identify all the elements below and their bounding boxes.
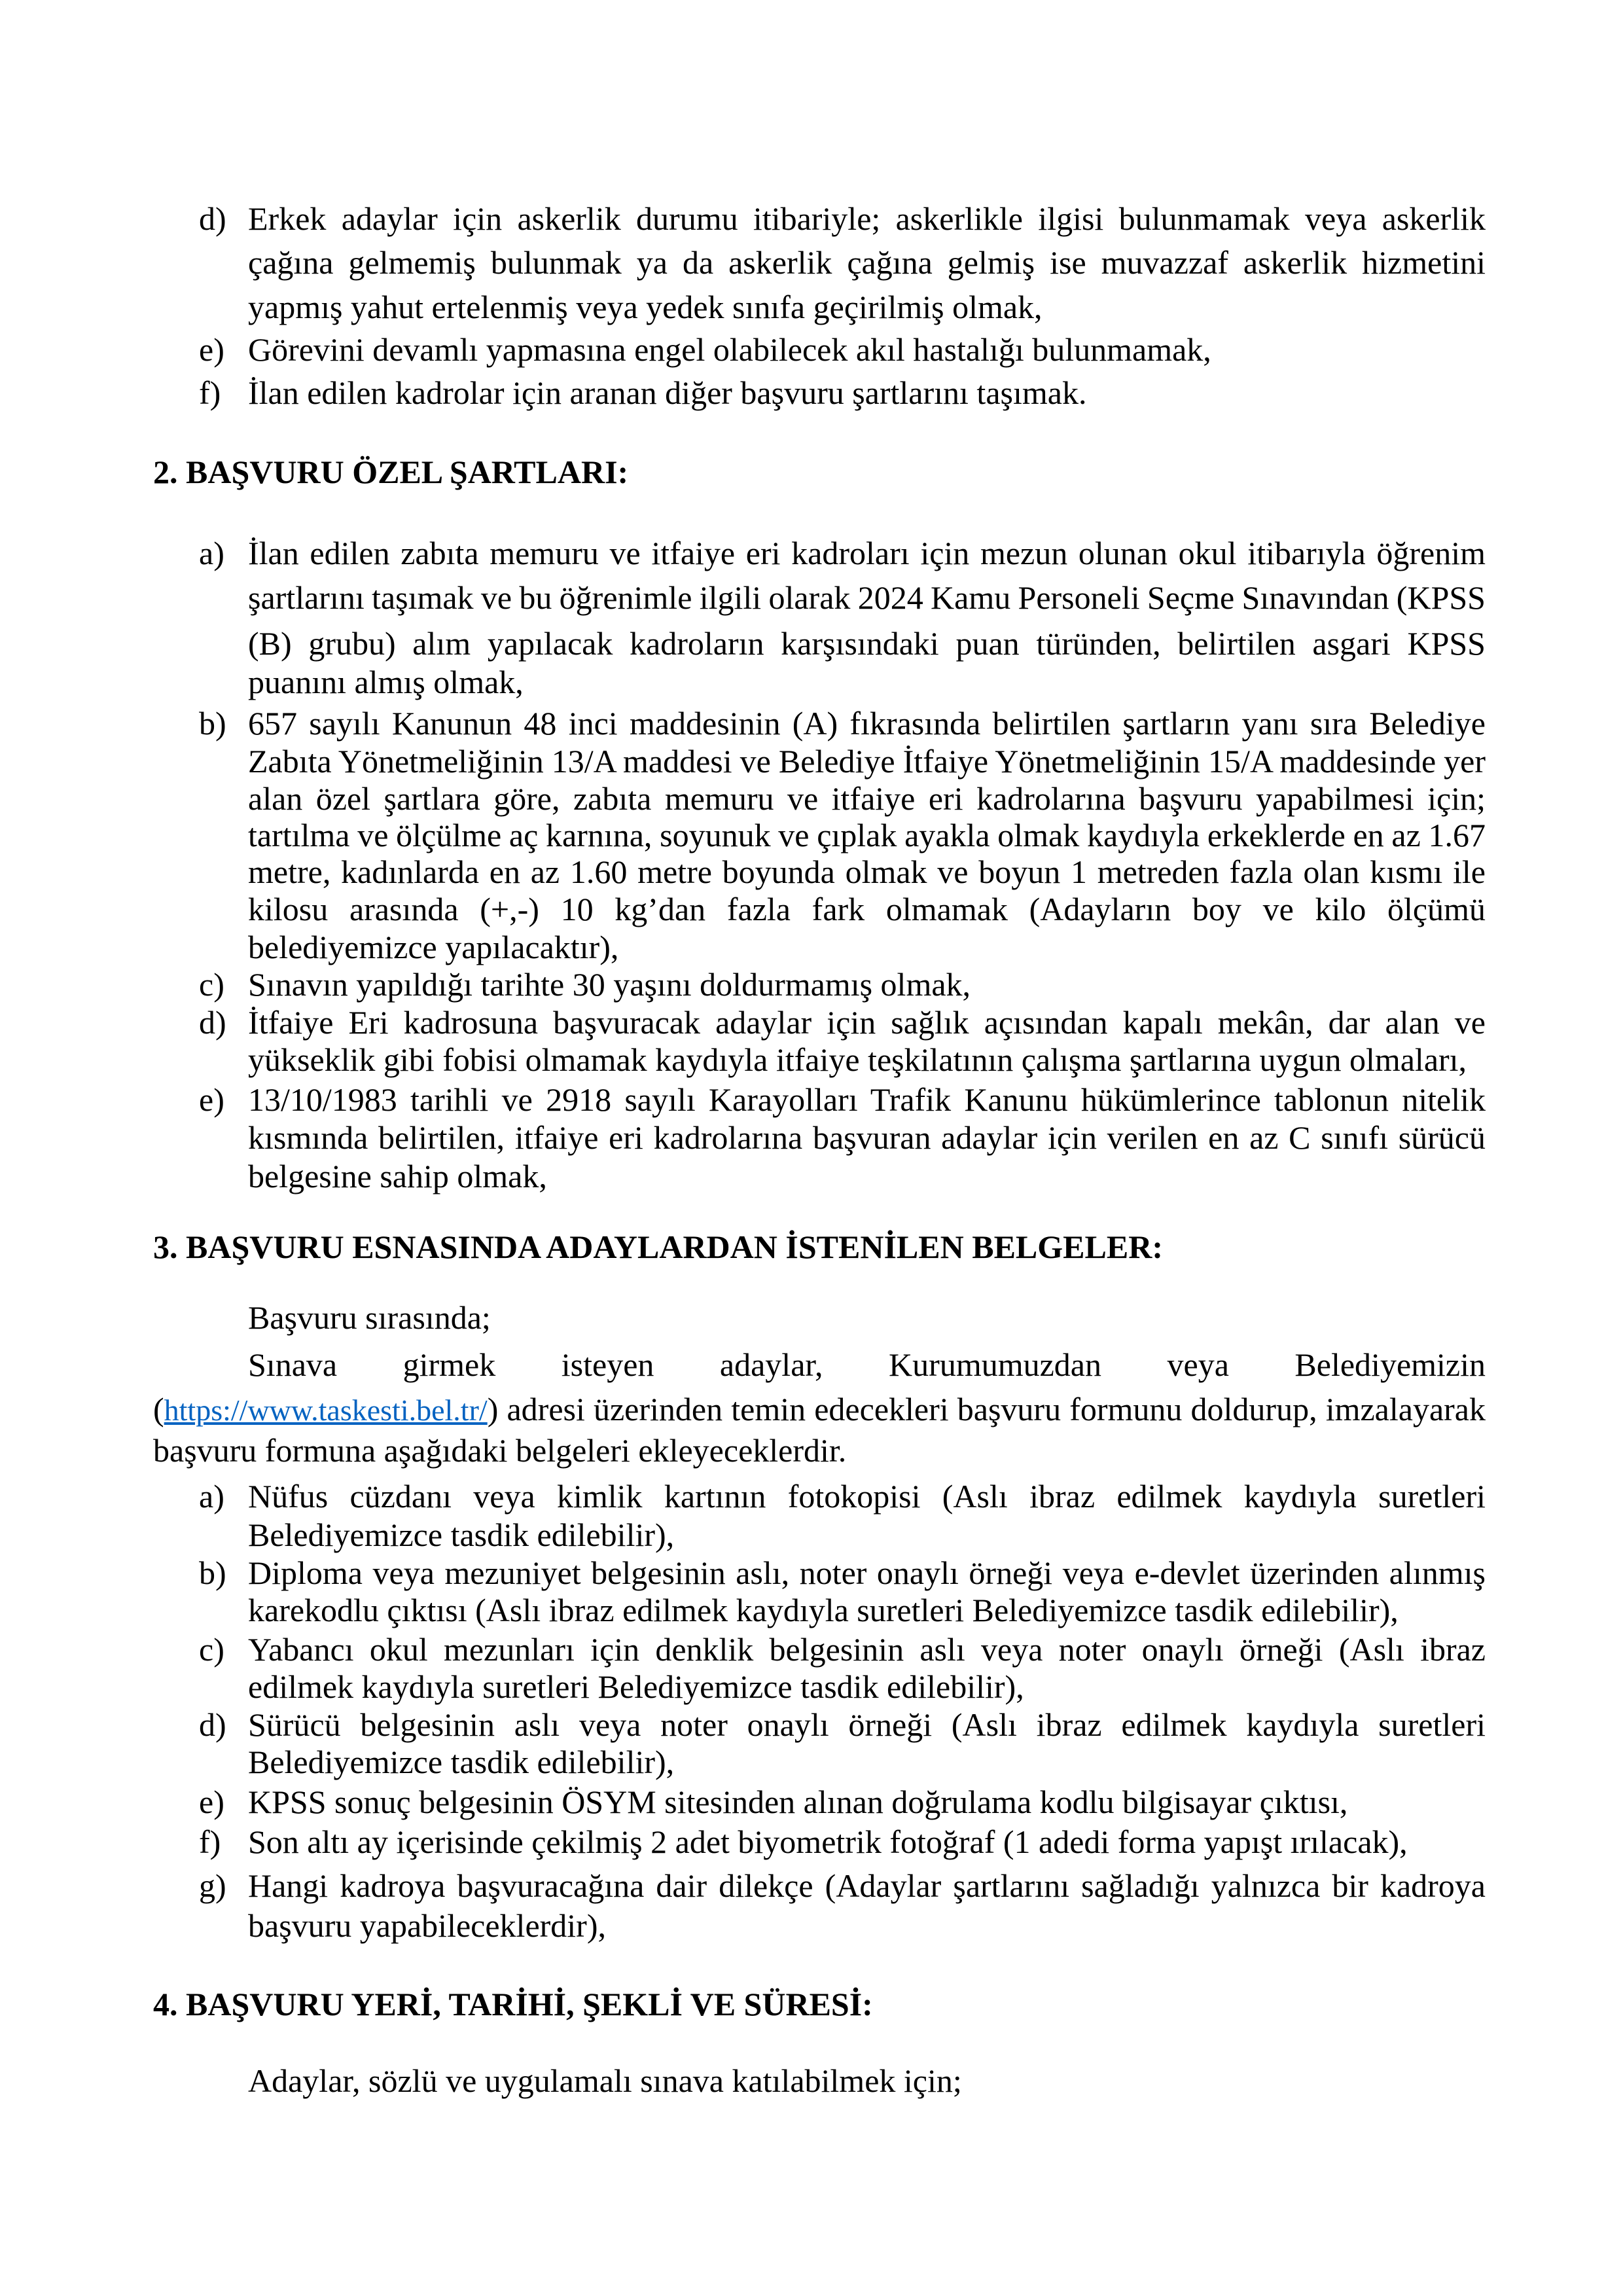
special-conditions-item-text: (B) grubu) alım yapılacak kadroların karşısındaki puan türünden, belirtilen asgari KPSS [248,625,1486,662]
required-documents-item-label: a) [199,1478,224,1515]
special-conditions-item-text: 13/10/1983 tarihli ve 2918 sayılı Karayolları Trafik Kanunu hükümlerince tablonun nitelik [248,1081,1486,1118]
required-documents-item-label: c) [199,1631,224,1668]
special-conditions-item-text: kısmında belirtilen, itfaiye eri kadrolarına başvuran adaylar için verilen en az C sınıfı sürücü [248,1119,1486,1156]
special-conditions-item-text: belgesine sahip olmak, [248,1158,547,1194]
required-documents-item-text: Nüfus cüzdanı veya kimlik kartının fotokopisi (Aslı ibraz edilmek kaydıyla suretleri [248,1478,1486,1515]
special-conditions-item-text: Zabıta Yönetmeliğinin 13/A maddesi ve Belediye İtfaiye Yönetmeliğinin 15/A maddesinde yer [248,743,1486,780]
general-conditions-item-label: d) [199,200,226,237]
required-documents-item-text: Belediyemizce tasdik edilebilir), [248,1516,675,1553]
special-conditions-item-text: Sınavın yapıldığı tarihte 30 yaşını doldurmamış olmak, [248,966,971,1003]
special-conditions-heading: 2. BAŞVURU ÖZEL ŞARTLARI: [153,454,629,490]
general-conditions-item-text: Görevini devamlı yapmasına engel olabilecek akıl hastalığı bulunmamak, [248,331,1211,368]
general-conditions-item-label: e) [199,331,224,368]
special-conditions-item-label: c) [199,966,224,1003]
required-documents-item-text: edilmek kaydıyla suretleri Belediyemizce tasdik edilebilir), [248,1668,1024,1705]
special-conditions-item-label: e) [199,1081,224,1118]
general-conditions-item-text: çağına gelmemiş bulunmak ya da askerlik çağına gelmiş ise muvazzaf askerlik hizmetini [248,244,1486,281]
required-documents-intro-text: Sınava girmek isteyen adaylar, Kurumumuzdan veya Belediyemizin [248,1346,1486,1383]
required-documents-item-text: Hangi kadroya başvuracağına dair dilekçe (Adaylar şartlarını sağladığı yalnızca bir kadroya [248,1867,1486,1904]
required-documents-item-text: Belediyemizce tasdik edilebilir), [248,1744,675,1780]
required-documents-item-text: karekodlu çıktısı (Aslı ibraz edilmek kaydıyla suretleri Belediyemizce tasdik edilebilir), [248,1592,1399,1628]
website-link[interactable]: https://www.taskesti.bel.tr/ [164,1393,488,1427]
required-documents-item-label: g) [199,1867,226,1904]
required-documents-item-label: d) [199,1706,226,1743]
special-conditions-item-text: İlan edilen zabıta memuru ve itfaiye eri kadroları için mezun olunan okul itibarıyla öğrenim [248,535,1486,571]
application-place-date-intro-text: Adaylar, sözlü ve uygulamalı sınava katılabilmek için; [248,2062,962,2099]
special-conditions-item-text: tartılma ve ölçülme aç karnına, soyunuk ve çıplak ayakla olmak kaydıyla erkeklerde en az 1.67 [248,817,1486,853]
required-documents-intro-text: Başvuru sırasında; [248,1299,491,1336]
required-documents-item-text: başvuru yapabileceklerdir), [248,1907,606,1944]
special-conditions-item-text: kilosu arasında (+,-) 10 kg’dan fazla fark olmamak (Adayların boy ve kilo ölçümü [248,891,1486,927]
application-place-date-heading: 4. BAŞVURU YERİ, TARİHİ, ŞEKLİ VE SÜRESİ: [153,1986,873,2022]
special-conditions-item-text: metre, kadınlarda en az 1.60 metre boyunda olmak ve boyun 1 metreden fazla olan kısmı ile [248,853,1486,890]
special-conditions-item-label: b) [199,705,226,742]
required-documents-link-line [153,1391,1486,1427]
general-conditions-item-text: İlan edilen kadrolar için aranan diğer başvuru şartlarını taşımak. [248,374,1087,411]
general-conditions-item-text: Erkek adaylar için askerlik durumu itibariyle; askerlikle ilgisi bulunmamak veya askerlik [248,200,1486,237]
required-documents-intro-text: ) adresi üzerinden temin edecekleri başvuru formunu doldurup, imzalayarak [487,1391,1486,1427]
required-documents-item-text: Sürücü belgesinin aslı veya noter onaylı örneği (Aslı ibraz edilmek kaydıyla suretleri [248,1706,1486,1743]
special-conditions-item-label: d) [199,1004,226,1041]
special-conditions-item-label: a) [199,535,224,571]
special-conditions-item-text: 657 sayılı Kanunun 48 inci maddesinin (A) fıkrasında belirtilen şartların yanı sıra Belediye [248,705,1486,742]
required-documents-item-label: b) [199,1554,226,1591]
special-conditions-item-text: yükseklik gibi fobisi olmamak kaydıyla itfaiye teşkilatının çalışma şartlarına uygun olmaları, [248,1041,1467,1078]
special-conditions-item-text: İtfaiye Eri kadrosuna başvuracak adaylar için sağlık açısından kapalı mekân, dar alan ve [248,1004,1486,1041]
required-documents-item-text: KPSS sonuç belgesinin ÖSYM sitesinden alınan doğrulama kodlu bilgisayar çıktısı, [248,1784,1348,1820]
special-conditions-item-text: alan özel şartlara göre, zabıta memuru ve itfaiye eri kadrolarına başvuru yapabilmesi için; [248,780,1486,817]
required-documents-heading: 3. BAŞVURU ESNASINDA ADAYLARDAN İSTENİLEN BELGELER: [153,1229,1163,1265]
required-documents-item-text: Son altı ay içerisinde çekilmiş 2 adet biyometrik fotoğraf (1 adedi forma yapışt ırılacak), [248,1823,1408,1860]
required-documents-item-label: e) [199,1784,224,1820]
required-documents-item-text: Yabancı okul mezunları için denklik belgesinin aslı veya noter onaylı örneği (Aslı ibraz [248,1631,1486,1668]
special-conditions-item-text: belediyemizce yapılacaktır), [248,929,619,965]
special-conditions-item-text: puanını almış olmak, [248,664,524,700]
special-conditions-item-text: şartlarını taşımak ve bu öğrenimle ilgili olarak 2024 Kamu Personeli Seçme Sınavından (KPSS [248,579,1486,616]
required-documents-item-label: f) [199,1823,221,1860]
required-documents-intro-text: başvuru formuna aşağıdaki belgeleri ekleyeceklerdir. [153,1432,847,1469]
required-documents-item-text: Diploma veya mezuniyet belgesinin aslı, noter onaylı örneği veya e-devlet üzerinden alınmış [248,1554,1486,1591]
general-conditions-item-text: yapmış yahut ertelenmiş veya yedek sınıfa geçirilmiş olmak, [248,289,1043,325]
general-conditions-item-label: f) [199,374,221,411]
link-open-paren: ( [153,1391,164,1427]
